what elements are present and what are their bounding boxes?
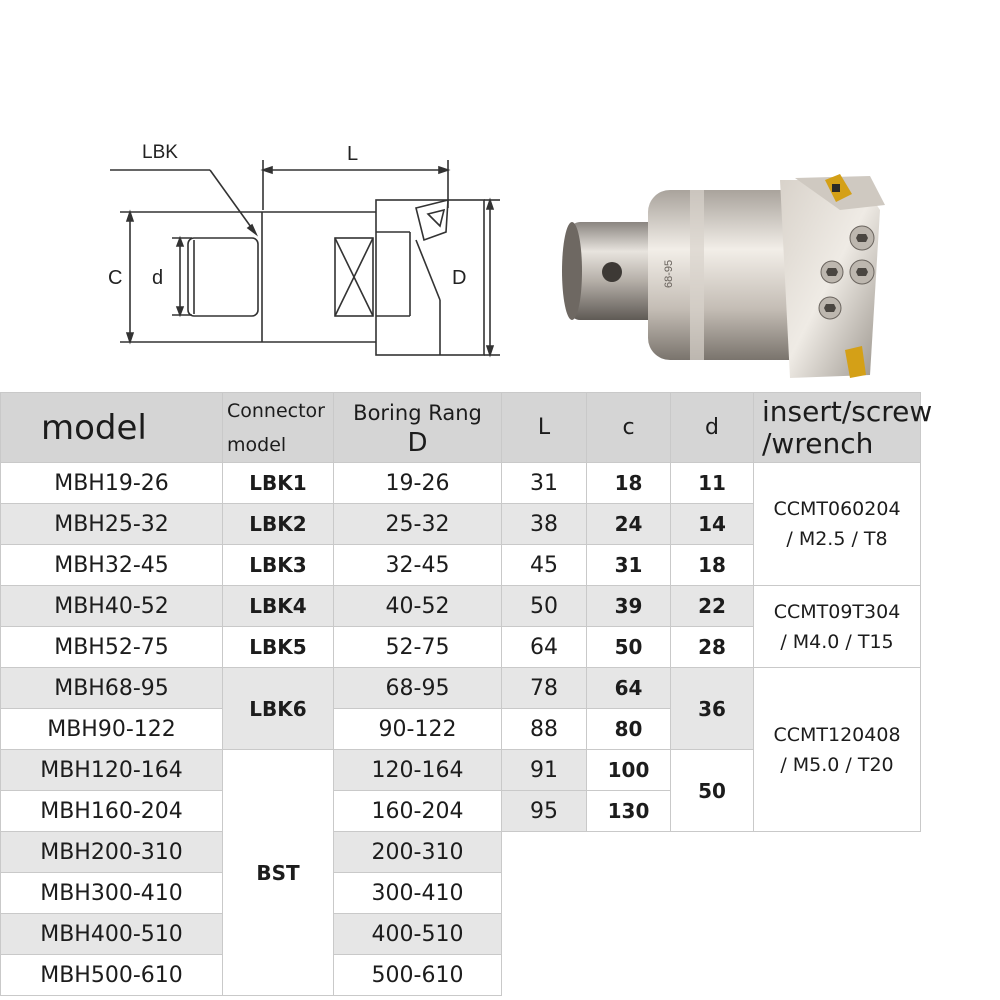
- cell-c: 39: [587, 586, 671, 627]
- cell-model: MBH52-75: [1, 627, 223, 668]
- cell-insert: [754, 463, 921, 586]
- empty-cell: [502, 955, 921, 996]
- cell-insert: [754, 668, 921, 832]
- cell-boring-range: 32-45: [334, 545, 502, 586]
- cell-d: 22: [671, 586, 754, 627]
- cell-L: 88: [502, 709, 587, 750]
- header-model: model: [1, 393, 223, 463]
- label-L: L: [347, 143, 359, 165]
- cell-boring-range: 400-510: [334, 914, 502, 955]
- label-D: D: [452, 267, 467, 289]
- label-lbk: LBK: [142, 142, 178, 163]
- photo-engraving: 68-95: [663, 259, 675, 288]
- header-c: c: [587, 393, 671, 463]
- cell-boring-range: 90-122: [334, 709, 502, 750]
- cell-connector: LBK3: [223, 545, 334, 586]
- cell-d: 50: [671, 750, 754, 832]
- cell-boring-range: 500-610: [334, 955, 502, 996]
- cell-c: 31: [587, 545, 671, 586]
- cell-L: 50: [502, 586, 587, 627]
- header-connector-line2: model: [227, 433, 287, 456]
- cell-d: 18: [671, 545, 754, 586]
- table-row: [1, 586, 921, 627]
- cell-connector: LBK1: [223, 463, 334, 504]
- cell-connector: LBK2: [223, 504, 334, 545]
- cell-connector: BST: [223, 750, 334, 996]
- table-header-row: [1, 393, 921, 463]
- cell-connector: LBK5: [223, 627, 334, 668]
- table-row: [1, 463, 921, 504]
- header-connector-line1: Connector: [227, 399, 325, 422]
- cell-c: 50: [587, 627, 671, 668]
- header-boring-line1: Boring Rang: [353, 400, 482, 425]
- cell-model: MBH500-610: [1, 955, 223, 996]
- cell-model: MBH19-26: [1, 463, 223, 504]
- spec-table: [0, 392, 933, 996]
- cell-d: 36: [671, 668, 754, 750]
- cell-boring-range: 300-410: [334, 873, 502, 914]
- header-insert: [754, 393, 933, 463]
- cell-boring-range: 120-164: [334, 750, 502, 791]
- header-connector-model: [223, 393, 334, 463]
- cell-c: 80: [587, 709, 671, 750]
- cell-boring-range: 40-52: [334, 586, 502, 627]
- cell-model: MBH25-32: [1, 504, 223, 545]
- cell-d: 11: [671, 463, 754, 504]
- cell-L: 38: [502, 504, 587, 545]
- cell-model: MBH160-204: [1, 791, 223, 832]
- cell-model: MBH90-122: [1, 709, 223, 750]
- insert-code: CCMT120408: [773, 723, 901, 746]
- empty-cell: [502, 914, 921, 955]
- table-row: [1, 955, 921, 996]
- cell-c: 130: [587, 791, 671, 832]
- insert-screw-wrench: / M2.5 / T8: [786, 528, 888, 550]
- label-d: d: [152, 267, 164, 289]
- table-row: [1, 668, 921, 709]
- label-C: C: [108, 267, 123, 289]
- insert-code: CCMT09T304: [773, 600, 901, 623]
- cell-L: 91: [502, 750, 587, 791]
- insert-screw-wrench: / M4.0 / T15: [780, 630, 894, 653]
- cell-c: 100: [587, 750, 671, 791]
- cell-boring-range: 160-204: [334, 791, 502, 832]
- cell-boring-range: 19-26: [334, 463, 502, 504]
- cell-boring-range: 200-310: [334, 832, 502, 873]
- header-L: L: [502, 393, 587, 463]
- cell-L: 95: [502, 791, 587, 832]
- technical-drawing: [0, 0, 540, 390]
- cell-L: 64: [502, 627, 587, 668]
- cell-connector: LBK4: [223, 586, 334, 627]
- cell-model: MBH120-164: [1, 750, 223, 791]
- cell-model: MBH200-310: [1, 832, 223, 873]
- empty-cell: [502, 832, 921, 873]
- empty-cell: [502, 873, 921, 914]
- cell-boring-range: 25-32: [334, 504, 502, 545]
- insert-screw-wrench: / M5.0 / T20: [780, 753, 894, 776]
- cell-L: 31: [502, 463, 587, 504]
- cell-c: 18: [587, 463, 671, 504]
- cell-model: MBH68-95: [1, 668, 223, 709]
- header-insert-line1: insert/screw: [762, 394, 933, 428]
- cell-d: 14: [671, 504, 754, 545]
- header-boring-range: [334, 393, 502, 463]
- cell-connector: LBK6: [223, 668, 334, 750]
- table-row: [1, 873, 921, 914]
- cell-insert: [754, 586, 921, 668]
- cell-model: MBH400-510: [1, 914, 223, 955]
- cell-d: 28: [671, 627, 754, 668]
- cell-boring-range: 52-75: [334, 627, 502, 668]
- cell-L: 78: [502, 668, 587, 709]
- header-d: d: [671, 393, 754, 463]
- cell-c: 64: [587, 668, 671, 709]
- header-boring-line2: D: [407, 427, 428, 458]
- cell-model: MBH40-52: [1, 586, 223, 627]
- cell-model: MBH32-45: [1, 545, 223, 586]
- cell-L: 45: [502, 545, 587, 586]
- cell-model: MBH300-410: [1, 873, 223, 914]
- header-insert-line2: /wrench: [762, 426, 874, 460]
- product-photo: [540, 150, 1000, 390]
- table-row: [1, 914, 921, 955]
- table-row: [1, 832, 921, 873]
- insert-code: CCMT060204: [773, 498, 901, 520]
- cell-c: 24: [587, 504, 671, 545]
- cell-boring-range: 68-95: [334, 668, 502, 709]
